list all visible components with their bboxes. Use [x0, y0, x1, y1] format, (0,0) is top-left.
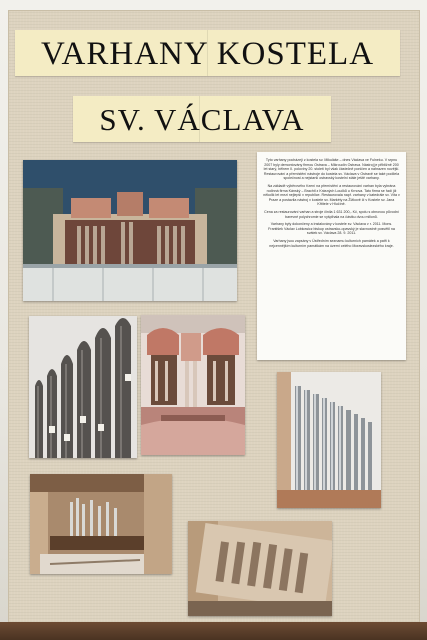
card-seam	[207, 30, 208, 76]
info-paragraph: Na základě výběrového řízení na přemístění a restaurování varhan byla vybrána rodinná firma Kánský – Brachtl z Krásných Loučků u Krnova. Tato firma se řadí již několik let mezi nejlepší v republice. Restaurovala např. varhany v katedrále sv. Víta v Praze a postavila nástroj v kostele sv. Markéty na Žižkově či v Kostele sv. Jana Křtitele v Hlučíně.	[263, 183, 400, 207]
photo-organ-pipes-numbered	[29, 316, 137, 458]
info-paragraph: Tyto varhany pocházejí z kostela sv. Mikuláše – dnes Václava ve Fulneku. V srpnu 2007 byly demontovány firmou Ostrava – Mikroudín Ostrava. Nástroj je přibližně 200 let starý, během II. poloviny 20. století byl však částečně poničen a nahrazen novější. Restaurování a přemístění nástroje do kostela sv. Václava v Ostravě se také podílela společnost a nejstarší ostravský kostelní stále ještě varhany.	[263, 158, 400, 181]
floor	[0, 622, 427, 640]
poster-title-line-2	[73, 96, 331, 142]
info-paragraph: Cena za restaurování varhan a stroje činila 1 631 200,- Kč, spolu s obnovou původní barevné polychromie se vyšplhala na částku dvou milionů.	[264, 209, 399, 219]
info-paragraph: Varhany byly dokončeny a instalovány v kostele sv. Václava v r. 2011. Mons. František Václav Lobkowicz biskup ostravsko-opavský je slavnostně posvětil na svátek sv. Václava 28. 9. 2011.	[268, 222, 395, 236]
info-paragraph: Varhany jsou zapsány v Ústředním seznamu kulturních památek a patří k nejcennějším kulturním památkám na území celého Moravskoslezského kraje.	[269, 238, 394, 248]
photo-metal-pipes-row	[277, 372, 381, 508]
info-text-panel	[257, 152, 406, 360]
title-line-2-text: SV. VÁCLAVA	[99, 102, 305, 137]
photo-organ-case-detail	[141, 315, 245, 455]
photo-organ-interior-mechanism	[30, 474, 172, 574]
title-line-1-text: VARHANY KOSTELA	[40, 36, 375, 72]
card-seam	[199, 96, 200, 142]
photo-wooden-windchest	[188, 521, 332, 616]
poster-title-line-1	[15, 30, 400, 76]
photo-organ-case-full	[23, 160, 237, 301]
